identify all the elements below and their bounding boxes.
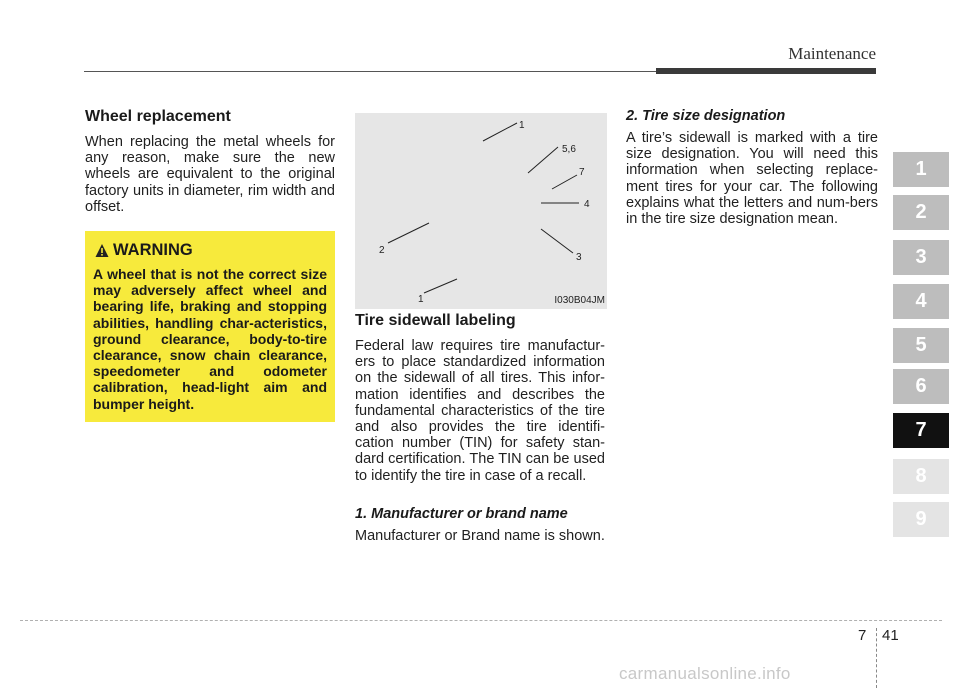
page-header-title: Maintenance [788,44,876,63]
tire-size-heading: 2. Tire size designation [626,108,786,124]
chapter-tab-6[interactable]: 6 [893,369,949,404]
warning-text: A wheel that is not the correct size may adversely affect wheel and bearing life, braking and stopping abilities, handling char-acteristics, ground clearance, body-to-tire clearance, snow chain clearance, speedometer and odometer calibration, head-light aim and bumper height. [93,266,327,412]
tire-sidewall-text: Federal law requires tire manufactur-ers to place standardized information on the sidewall of all tires. This infor-mation identifies and describes the fundamental characteristics of the tire and also provides the tire identifi-cation number (TIN) for safety stan-dard certification. The TIN can be used to identify the tire in case of a recall. [355,338,605,484]
manufacturer-text: Manufacturer or Brand name is shown. [355,527,605,544]
callout-label: 1 [519,120,525,131]
wheel-replacement-heading: Wheel replacement [85,108,231,125]
tire-sidewall-figure [355,113,607,309]
chapter-tab-5[interactable]: 5 [893,328,949,363]
tire-size-text: A tire’s sidewall is marked with a tire size designation. You will need this information when selecting replace-ment tires for your car. The following explains what the letters and num-bers in the tire size designation mean. [626,130,878,228]
callout-line-1-top [483,123,517,141]
warning-title: WARNING [113,241,193,259]
chapter-tab-4[interactable]: 4 [893,284,949,319]
chapter-tab-8[interactable]: 8 [893,459,949,494]
figure-code: I030B04JM [554,295,605,306]
footer-rule [20,620,942,621]
page-section-number: 7 [858,627,867,644]
callout-label: 4 [584,199,590,210]
callout-line-1-bottom [424,279,457,293]
chapter-tab-2[interactable]: 2 [893,195,949,230]
warning-triangle-icon [95,243,109,258]
callout-line-7 [552,175,577,189]
chapter-tab-9[interactable]: 9 [893,502,949,537]
chapter-tab-1[interactable]: 1 [893,152,949,187]
manufacturer-heading: 1. Manufacturer or brand name [355,505,568,522]
callout-line-3 [541,229,573,253]
column-wheel-replacement [85,108,335,215]
callout-label: 5,6 [562,144,576,155]
tire-diagram [355,113,607,309]
callout-label: 1 [418,294,424,305]
chapter-tab-3[interactable]: 3 [893,240,949,275]
header-rule [84,71,656,72]
wheel-replacement-text: When replacing the metal wheels for any reason, make sure the new wheels are equivalent to the original factory units in diameter, rim width and offset. [85,134,335,215]
callout-line-2 [388,223,429,243]
tire-sidewall-heading: Tire sidewall labeling [355,312,516,329]
chapter-tab-7[interactable]: 7 [893,413,949,448]
callout-line-5-6 [528,147,558,173]
column-tire-size [626,108,878,227]
watermark: carmanualsonline.info [619,664,791,683]
warning-header [93,241,327,260]
column-tire-sidewall [355,312,605,544]
footer-divider [876,628,877,688]
callout-label: 3 [576,252,582,263]
header-rule-accent [656,68,876,74]
callout-label: 2 [379,245,385,256]
page-number: 41 [882,627,899,644]
callout-label: 7 [579,167,585,178]
warning-box [85,231,335,422]
